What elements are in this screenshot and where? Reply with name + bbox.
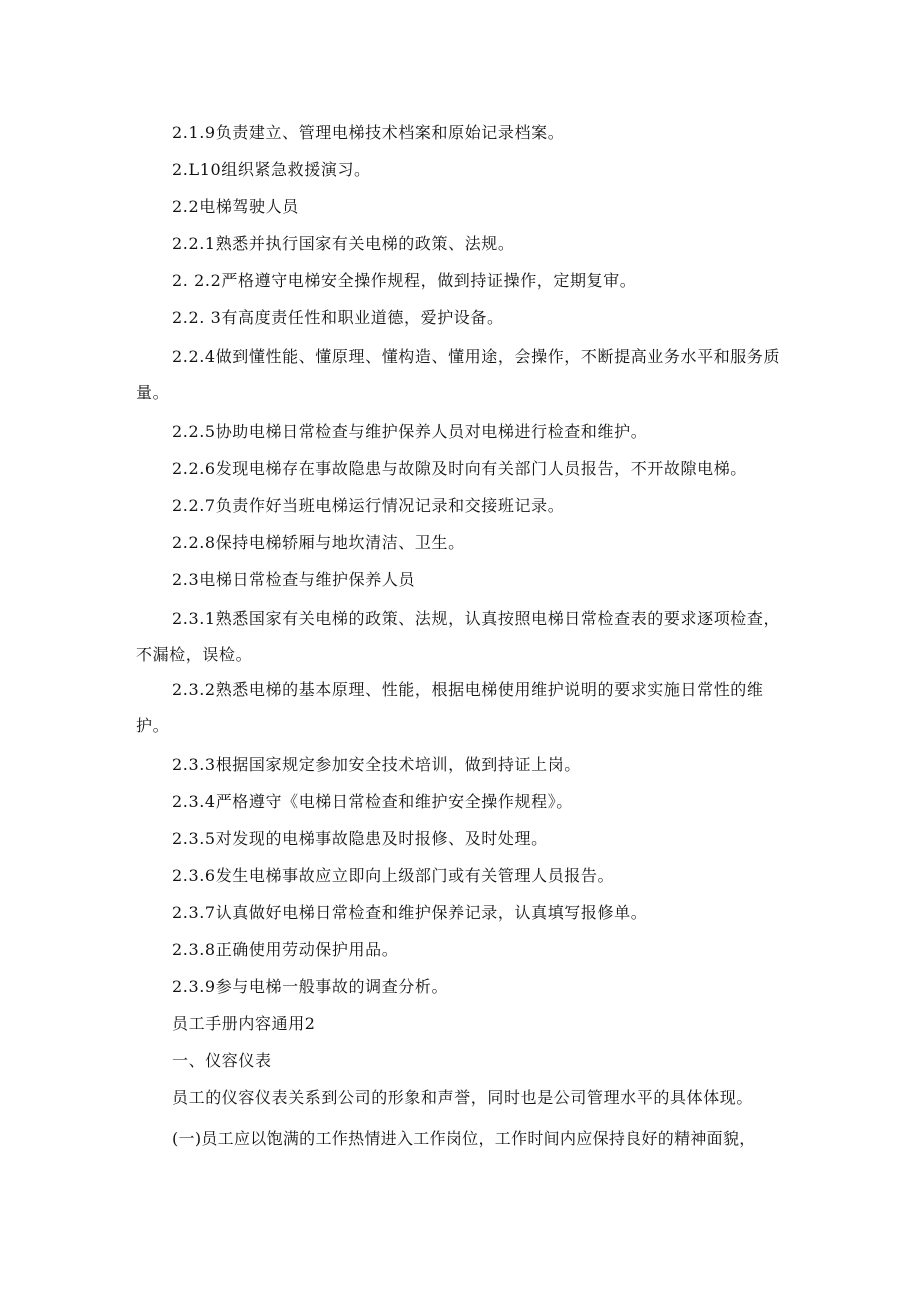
- clause-2-2-1: 2.2.1熟悉并执行国家有关电梯的政策、法规。: [172, 234, 515, 253]
- clause-2-2-8: 2.2.8保持电梯轿厢与地坎清洁、卫生。: [172, 533, 465, 552]
- section-2-3-heading: 2.3电梯日常检查与维护保养人员: [172, 570, 416, 589]
- clause-2-3-2: 2.3.2熟悉电梯的基本原理、性能，根据电梯使用维护说明的要求实施日常性的维护。: [136, 680, 764, 735]
- clause-2-3-5: 2.3.5对发现的电梯事故隐患及时报修、及时处理。: [172, 829, 548, 848]
- clause-2-1-9: 2.1.9负责建立、管理电梯技术档案和原始记录档案。: [172, 123, 565, 142]
- appearance-item-1: (一)员工应以饱满的工作热情进入工作岗位，工作时间内应保持良好的精神面貌，: [172, 1129, 756, 1148]
- clause-2-3-4: 2.3.4严格遵守《电梯日常检查和维护安全操作规程》。: [172, 792, 573, 811]
- clause-2-3-9: 2.3.9参与电梯一般事故的调查分析。: [172, 977, 449, 996]
- appearance-intro: 员工的仪容仪表关系到公司的形象和声誉，同时也是公司管理水平的具体体现。: [172, 1088, 754, 1107]
- clause-2-3-8: 2.3.8正确使用劳动保护用品。: [172, 940, 399, 959]
- clause-2-3-1: 2.3.1熟悉国家有关电梯的政策、法规，认真按照电梯日常检查表的要求逐项检查，不漏检，误检。: [136, 609, 781, 664]
- section-2-2-heading: 2.2电梯驾驶人员: [172, 197, 299, 216]
- clause-2-2-7: 2.2.7负责作好当班电梯运行情况记录和交接班记录。: [172, 496, 565, 515]
- clause-2-2-2: 2. 2.2严格遵守电梯安全操作规程，做到持证操作，定期复审。: [172, 271, 637, 290]
- clause-2-1-10: 2.L10组织紧急救援演习。: [172, 160, 371, 179]
- clause-2-2-3: 2.2. 3有高度责任性和职业道德，爱护设备。: [172, 308, 504, 327]
- clause-2-3-3: 2.3.3根据国家规定参加安全技术培训，做到持证上岗。: [172, 755, 581, 774]
- appearance-heading: 一、仪容仪表: [172, 1051, 272, 1070]
- clause-2-3-6: 2.3.6发生电梯事故应立即向上级部门或有关管理人员报告。: [172, 866, 615, 885]
- clause-2-2-5: 2.2.5协助电梯日常检查与维护保养人员对电梯进行检查和维护。: [172, 422, 648, 441]
- handbook-section-title: 员工手册内容通用2: [172, 1014, 316, 1033]
- clause-2-3-7: 2.3.7认真做好电梯日常检查和维护保养记录，认真填写报修单。: [172, 903, 648, 922]
- clause-2-2-6: 2.2.6发现电梯存在事故隐患与故隙及时向有关部门人员报告，不开故隙电梯。: [172, 459, 747, 478]
- clause-2-2-4: 2.2.4做到懂性能、懂原理、懂构造、懂用途，会操作，不断提高业务水平和服务质量。: [136, 347, 781, 402]
